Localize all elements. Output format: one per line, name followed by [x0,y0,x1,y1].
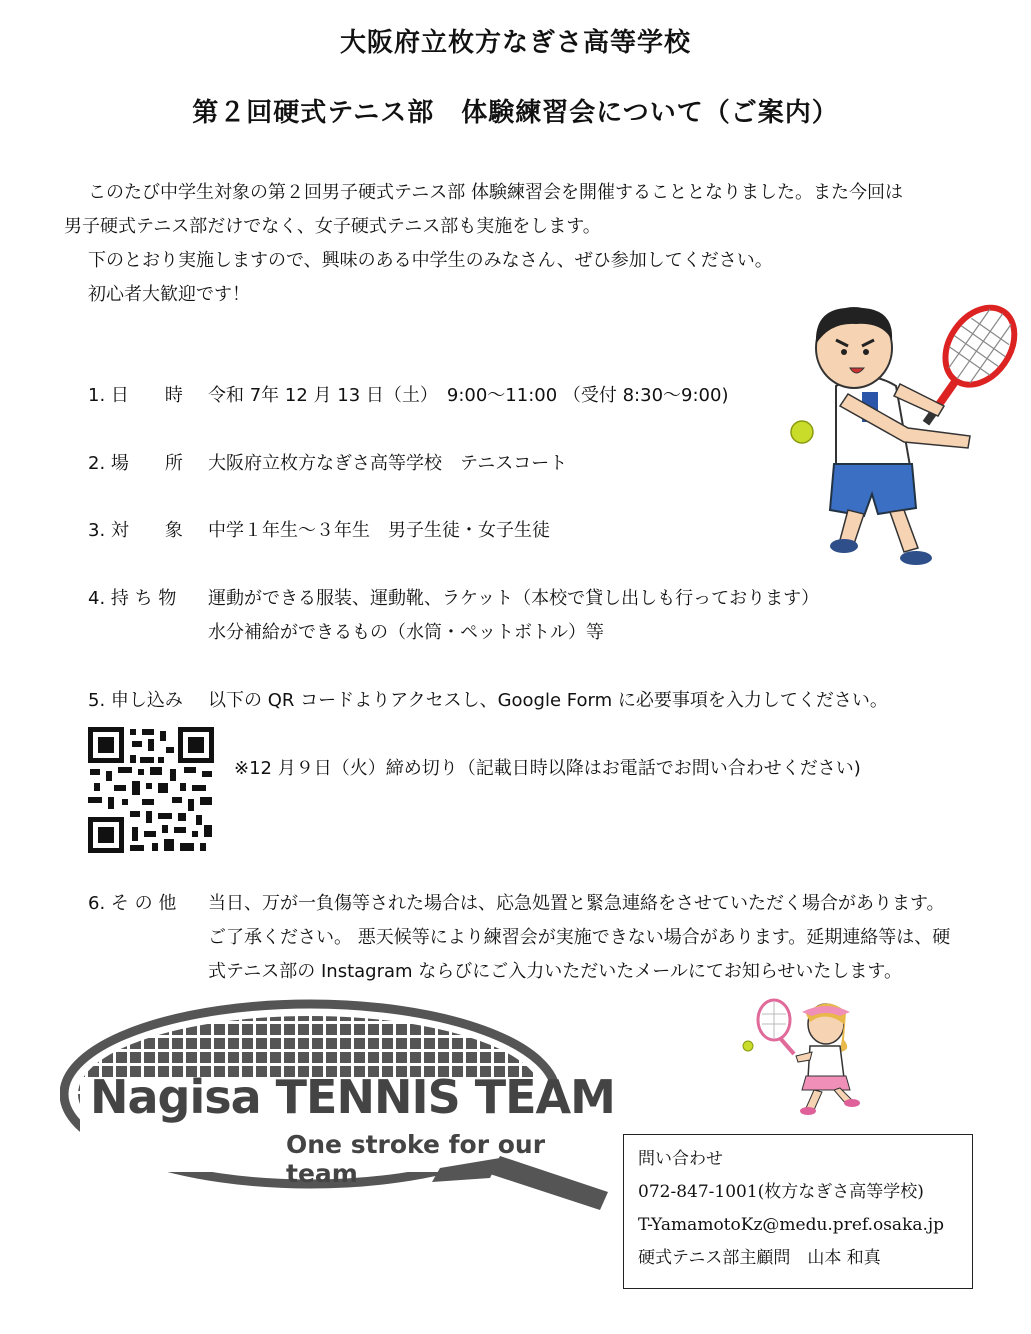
boy-tennis-player-illustration [778,296,1018,576]
item-belongings-text-2: 水分補給ができるもの（水筒・ペットボトル）等 [208,622,604,643]
item-date-text: 令和 7年 12 月 13 日（土） 9:00～11:00 （受付 8:30～9:00) [208,385,729,406]
item-target-label: 3. 対 象 [88,520,183,541]
item-belongings [88,582,819,616]
item-date-label: 1. 日 時 [88,385,183,406]
intro-line-4: 初心者大歓迎です！ [88,284,250,305]
qr-code[interactable] [88,727,214,853]
school-name: 大阪府立枚方なぎさ高等学校 [339,28,691,58]
logo-team-name: Nagisa TENNIS TEAM [90,1070,615,1124]
item-other [88,887,945,921]
intro-line-3: 下のとおり実施しますので、興味のある中学生のみなさん、ぜひ参加してください。 [88,250,773,271]
contact-email[interactable]: T-YamamotoKz@medu.pref.osaka.jp [638,1215,945,1235]
contact-person: 硬式テニス部主顧問 山本 和真 [638,1248,881,1268]
girl-tennis-player-illustration [740,990,870,1120]
contact-heading: 問い合わせ [638,1149,723,1169]
team-logo [60,996,620,1246]
page-title: 第２回硬式テニス部 体験練習会について（ご案内） [192,98,839,128]
contact-phone[interactable]: 072-847-1001(枚方なぎさ高等学校) [638,1182,924,1202]
logo-slogan: One stroke for our team [286,1130,546,1188]
intro-line-2: 男子硬式テニス部だけでなく、女子硬式テニス部も実施をします。 [64,216,601,237]
item-apply [88,684,888,718]
item-target-text: 中学１年生～３年生 男子生徒・女子生徒 [208,520,550,541]
item-other-text-3: 式テニス部の Instagram ならびにご入力いただいたメールにてお知らせいたします。 [208,961,902,982]
item-belongings-text-1: 運動ができる服装、運動靴、ラケット（本校で貸し出しも行っております） [208,588,820,609]
item-place-label: 2. 場 所 [88,453,183,474]
item-apply-label: 5. 申し込み [88,690,183,711]
item-other-label: 6. そ の 他 [88,893,177,914]
contact-box [623,1134,973,1289]
item-place [88,447,567,481]
item-belongings-label: 4. 持 ち 物 [88,588,177,609]
item-target [88,514,550,548]
apply-deadline: ※12 月９日（火）締め切り（記載日時以降はお電話でお問い合わせください) [234,758,861,779]
intro-line-1: このたび中学生対象の第２回男子硬式テニス部 体験練習会を開催することとなりました。また今回は [88,182,903,203]
item-date [88,379,728,413]
item-other-text-1: 当日、万が一負傷等された場合は、応急処置と緊急連絡をさせていただく場合があります。 [208,893,945,914]
item-place-text: 大阪府立枚方なぎさ高等学校 テニスコート [208,453,568,474]
item-other-text-2: ご了承ください。 悪天候等により練習会が実施できない場合があります。延期連絡等は、硬 [208,927,951,948]
item-apply-text: 以下の QR コードよりアクセスし、Google Form に必要事項を入力してください。 [208,690,888,711]
